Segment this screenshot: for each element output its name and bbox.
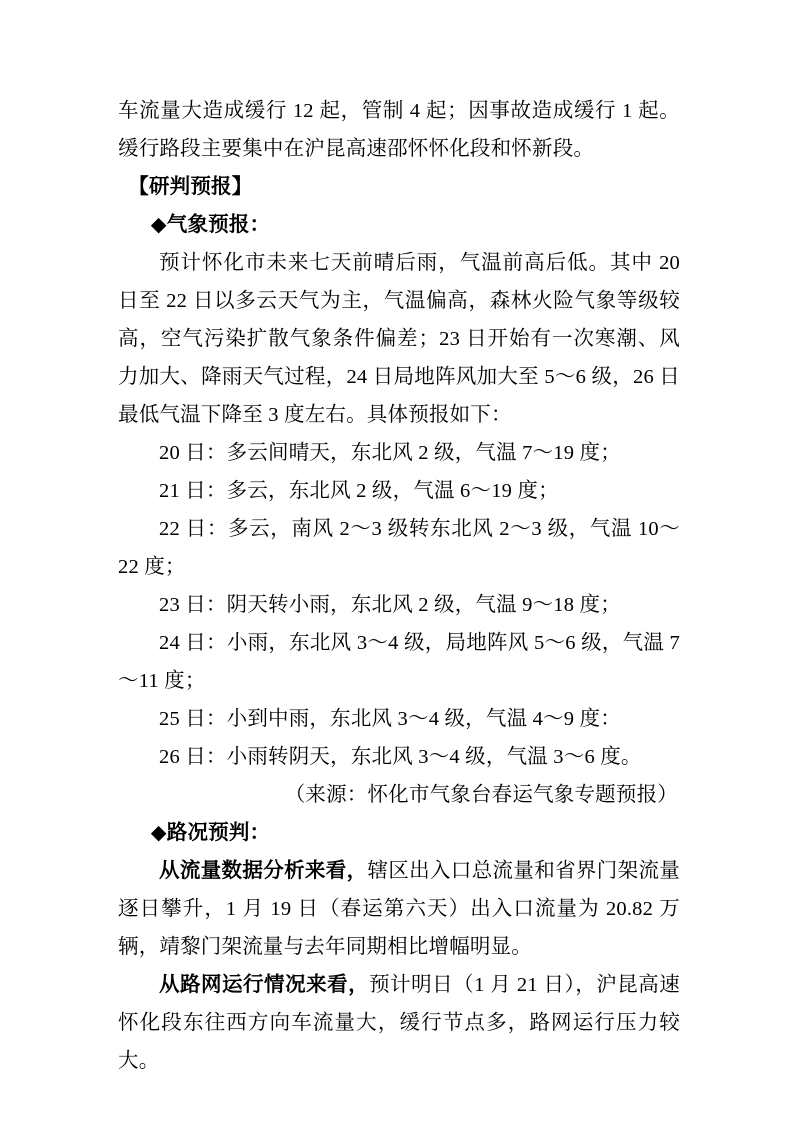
heading-road-condition-forecast: ◆路况预判： <box>150 822 271 844</box>
paragraph-traffic-summary: 车流量大造成缓行 12 起，管制 4 起；因事故造成缓行 1 起。缓行路段主要集中在沪昆高速邵怀怀化段和怀新段。 <box>118 100 680 160</box>
lead-road-network: 从路网运行情况来看， <box>159 974 370 996</box>
paragraph-forecast-day-24: 24 日：小雨，东北风 3～4 级，局地阵风 5～6 级，气温 7～11 度； <box>118 632 680 692</box>
heading-research-forecast: 【研判预报】 <box>128 176 253 198</box>
body-road-network: 预计明日（1 月 21 日），沪昆高速怀化段东往西方向车流量大，缓行节点多，路网运行压力较大。 <box>118 974 680 1072</box>
paragraph-road-network-analysis <box>118 966 680 1080</box>
lead-flow-data: 从流量数据分析来看， <box>159 860 368 882</box>
heading-weather-forecast: ◆气象预报： <box>150 214 271 236</box>
paragraph-forecast-day-26: 26 日：小雨转阴天，东北风 3～4 级，气温 3～6 度。 <box>159 746 642 768</box>
document-body <box>118 92 680 1080</box>
paragraph-forecast-day-22: 22 日：多云，南风 2～3 级转东北风 2～3 级，气温 10～22 度； <box>118 518 680 578</box>
body-flow-data: 辖区出入口总流量和省界门架流量逐日攀升，1 月 19 日（春运第六天）出入口流量为 20.82 万辆，靖黎门架流量与去年同期相比增幅明显。 <box>118 860 681 958</box>
paragraph-forecast-source: （来源：怀化市气象台春运气象专题预报） <box>284 784 678 806</box>
paragraph-weather-overview: 预计怀化市未来七天前晴后雨，气温前高后低。其中 20 日至 22 日以多云天气为主，气温偏高，森林火险气象等级较高，空气污染扩散气象条件偏差；23 日开始有一次寒潮、风力加大、降雨天气过程，24 日局地阵风加大至 5～6 级，26 日最低气温下降至 3 度左右。具体预报如下： <box>118 252 680 426</box>
paragraph-forecast-day-23: 23 日：阴天转小雨，东北风 2 级，气温 9～18 度； <box>159 594 621 616</box>
paragraph-forecast-day-20: 20 日：多云间晴天，东北风 2 级，气温 7～19 度； <box>159 442 621 464</box>
paragraph-forecast-day-21: 21 日：多云，东北风 2 级，气温 6～19 度； <box>159 480 559 502</box>
paragraph-flow-data-analysis <box>118 852 680 966</box>
paragraph-forecast-day-25: 25 日：小到中雨，东北风 3～4 级，气温 4～9 度： <box>159 708 621 730</box>
